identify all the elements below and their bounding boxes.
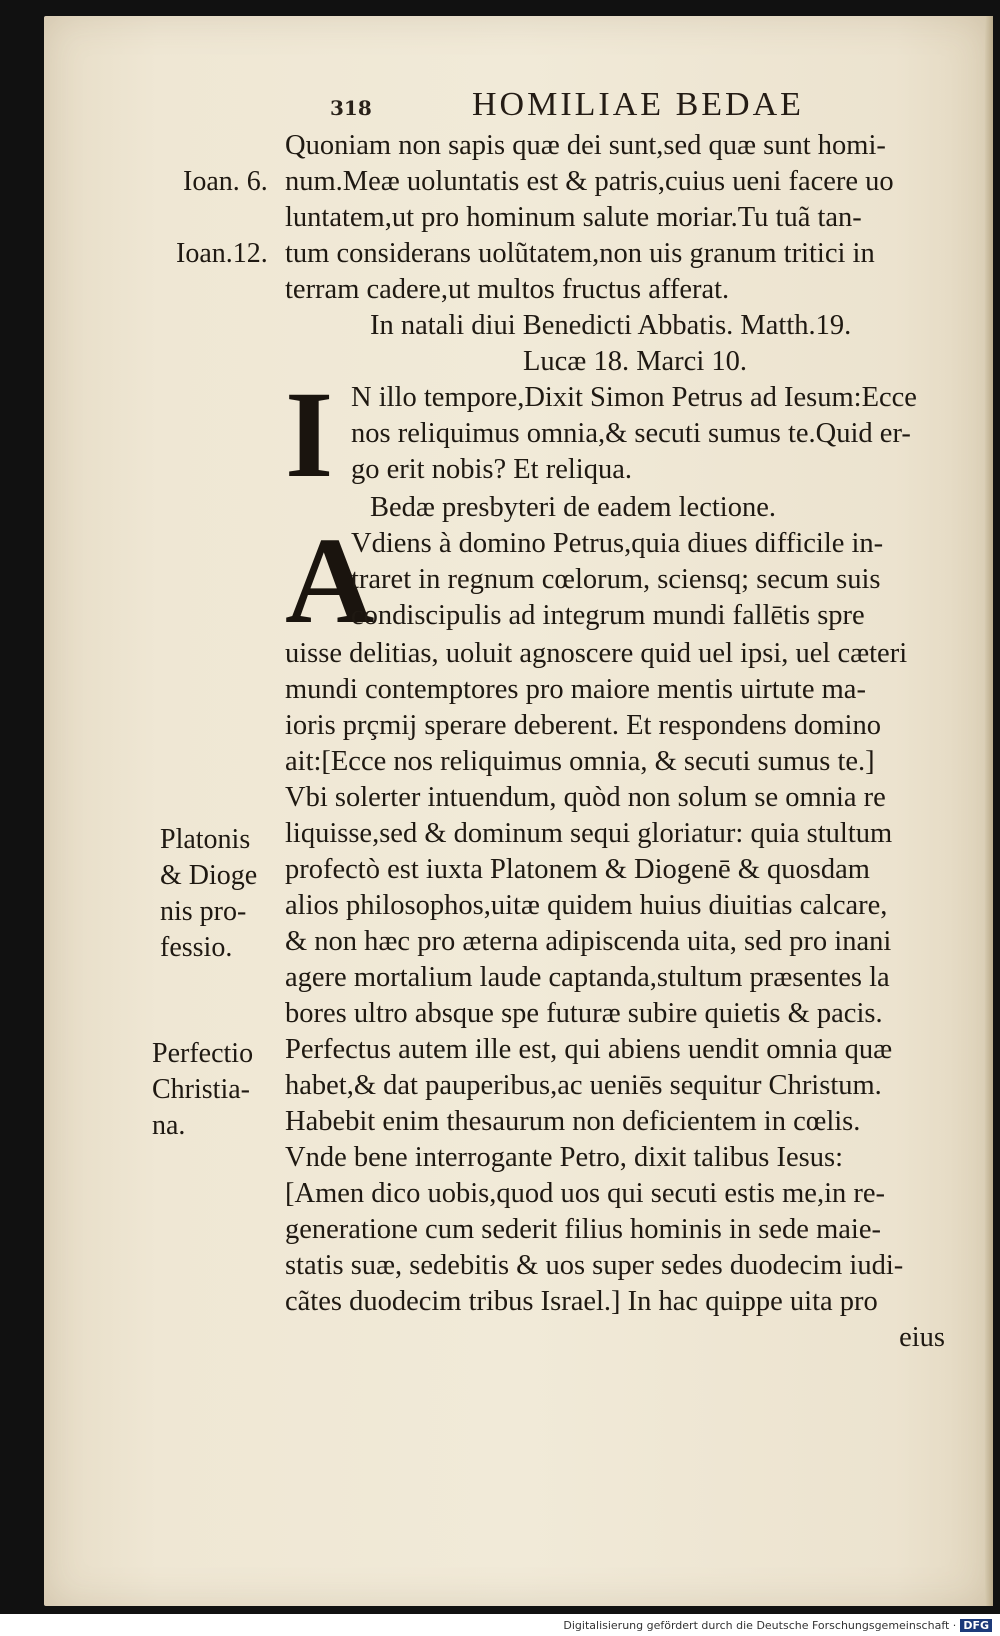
text-line: liquisse,sed & dominum sequi gloriatur: quia stultum bbox=[285, 818, 893, 849]
text-line: Vdiens à domino Petrus,quia diues difficile in- bbox=[351, 528, 884, 559]
text-line: statis suæ, sedebitis & uos super sedes duodecim iudi- bbox=[285, 1250, 904, 1281]
drop-cap-initial: A bbox=[285, 512, 375, 649]
margin-note: Platonis bbox=[160, 824, 251, 855]
text-line: uisse delitias, uoluit agnoscere quid uel ipsi, uel cæteri bbox=[285, 638, 908, 669]
text-line: traret in regnum cœlorum, sciensq; secum suis bbox=[351, 564, 881, 595]
running-title: HOMILIAE BEDAE bbox=[472, 86, 804, 123]
text-line: num.Meæ uoluntatis est & patris,cuius ueni facere uo bbox=[285, 166, 894, 197]
text-line: ait:[Ecce nos reliquimus omnia, & secuti sumus te.] bbox=[285, 746, 875, 777]
text-line: generatione cum sederit filius hominis in sede maie- bbox=[285, 1214, 881, 1245]
text-line: luntatem,ut pro hominum salute moriar.Tu tuã tan- bbox=[285, 202, 862, 233]
text-line: Vnde bene interrogante Petro, dixit talibus Iesus: bbox=[285, 1142, 843, 1173]
text-line: nos reliquimus omnia,& secuti sumus te.Quid er- bbox=[351, 418, 911, 449]
dfg-logo: DFG bbox=[960, 1619, 992, 1632]
drop-cap-initial: I bbox=[285, 366, 334, 503]
main-text bbox=[285, 128, 985, 1356]
text-line: ioris prçmij sperare deberent. Et respondens domino bbox=[285, 710, 881, 741]
margin-note: Ioan.12. bbox=[176, 238, 268, 269]
margin-note: Ioan. 6. bbox=[183, 166, 268, 197]
text-line: condiscipulis ad integrum mundi fallētis spre bbox=[351, 600, 865, 631]
margin-note: Christia- bbox=[152, 1074, 250, 1105]
page-header bbox=[330, 86, 890, 130]
text-line: cãtes duodecim tribus Israel.] In hac quippe uita pro bbox=[285, 1286, 878, 1317]
digitization-credit bbox=[563, 1619, 992, 1632]
text-line: alios philosophos,uitæ quidem huius diuitias calcare, bbox=[285, 890, 888, 921]
text-line: Habebit enim thesaurum non deficientem in cœlis. bbox=[285, 1106, 861, 1137]
text-line: agere mortalium laude captanda,stultum præsentes la bbox=[285, 962, 890, 993]
text-line: Perfectus autem ille est, qui abiens uendit omnia quæ bbox=[285, 1034, 893, 1065]
text-line: [Amen dico uobis,quod uos qui secuti estis me,in re- bbox=[285, 1178, 885, 1209]
margin-note: fessio. bbox=[160, 932, 233, 963]
feast-title: In natali diui Benedicti Abbatis. Matth.19. bbox=[370, 310, 852, 341]
page-number: 318 bbox=[330, 96, 372, 120]
text-line: profectò est iuxta Platonem & Diogenē & quosdam bbox=[285, 854, 870, 885]
text-line: & non hæc pro æterna adipiscenda uita, sed pro inani bbox=[285, 926, 892, 957]
text-line: habet,& dat pauperibus,ac ueniēs sequitur Christum. bbox=[285, 1070, 882, 1101]
text-line: Quoniam non sapis quæ dei sunt,sed quæ sunt homi- bbox=[285, 130, 886, 161]
text-line: terram cadere,ut multos fructus afferat. bbox=[285, 274, 730, 305]
margin-note: Perfectio bbox=[152, 1038, 254, 1069]
text-line: Vbi solerter intuendum, quòd non solum se omnia re bbox=[285, 782, 886, 813]
margin-note: nis pro- bbox=[160, 896, 247, 927]
feast-title-refs: Lucæ 18. Marci 10. bbox=[523, 346, 747, 377]
page-edge bbox=[985, 16, 993, 1606]
homily-title: Bedæ presbyteri de eadem lectione. bbox=[370, 492, 776, 523]
text-line: tum considerans uolũtatem,non uis granum tritici in bbox=[285, 238, 875, 269]
homily-opening bbox=[285, 512, 985, 649]
credit-text: Digitalisierung gefördert durch die Deutsche Forschungsgemeinschaft · bbox=[563, 1619, 957, 1632]
text-line: N illo tempore,Dixit Simon Petrus ad Iesum:Ecce bbox=[351, 382, 917, 413]
margin-note: na. bbox=[152, 1110, 186, 1141]
text-line: mundi contemptores pro maiore mentis uirtute ma- bbox=[285, 674, 866, 705]
margin-note: & Dioge bbox=[160, 860, 258, 891]
gospel-passage bbox=[285, 366, 985, 503]
text-line: go erit nobis? Et reliqua. bbox=[351, 454, 632, 485]
text-line: bores ultro absque spe futuræ subire quietis & pacis. bbox=[285, 998, 883, 1029]
catchword: eius bbox=[899, 1322, 945, 1353]
